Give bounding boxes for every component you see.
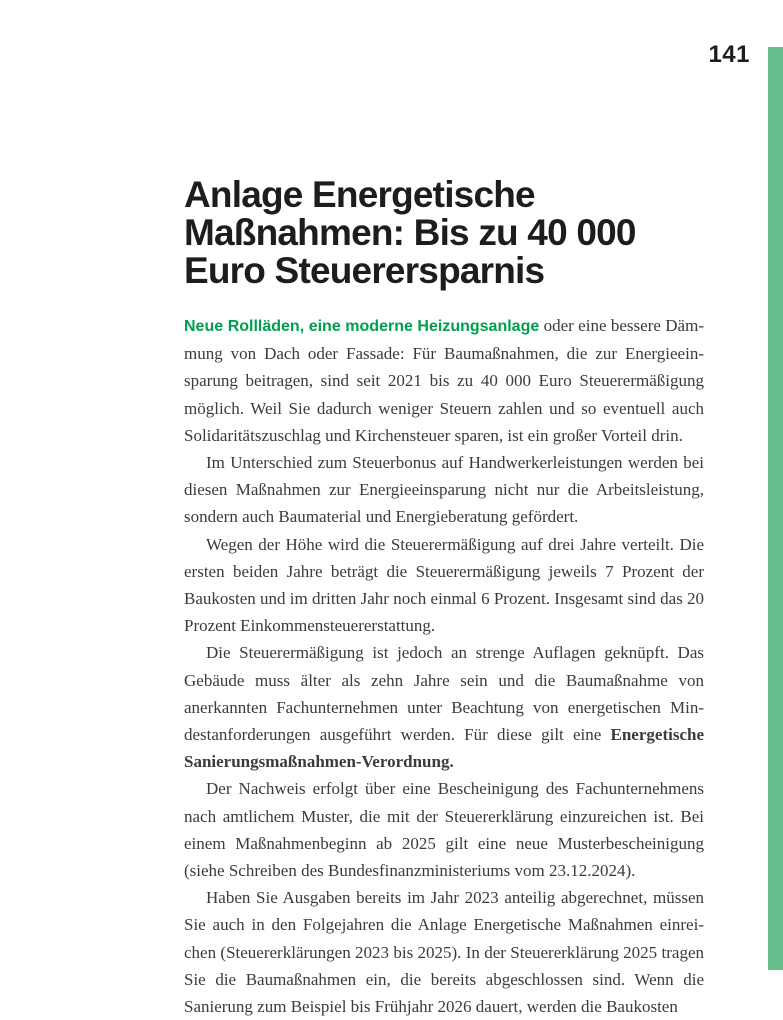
paragraph-text: Haben Sie Ausgaben bereits im Jahr 2023 anteilig abgerechnet, müssen Sie auch in den Folgejahren die Anlage Energetische Maßnahmen einreichen (Steuererklärungen 2023 bis 2025). In der Steuererklärung 2025 tragen Sie die Baumaßnahmen ein, die bereits abgeschlossen sind. Wenn die Sanierung zum Beispiel bis Frühjahr 2026 dauert, werden die Baukosten <box>184 888 704 1017</box>
paragraph <box>184 884 704 1020</box>
page-content <box>184 176 704 1020</box>
paragraph-text: Wegen der Höhe wird die Steuerermäßigung auf drei Jahre verteilt. Die ersten beiden Jahre beträgt die Steuerermäßigung jeweils 7 Prozent der Baukosten und im dritten Jahr noch einmal 6 Prozent. Insgesamt sind das 20 Prozent Einkommensteuererstattung. <box>184 534 704 636</box>
paragraph-text: Die Steuerermäßigung ist jedoch an strenge Auflagen geknüpft. Das Gebäude muss älter als zehn Jahre sein und die Baumaßnahme von anerkannten Fachunternehmen unter Beachtung von energetischen Mindestanforderungen ausgeführt werden. Für diese gilt eine <box>184 643 704 745</box>
paragraph-text: oder eine bessere Dämmung von Dach oder Fassade: Für Baumaßnahmen, die zur Energieeinsparung beitragen, sind seit 2021 bis zu 40 000 Euro Steuerermäßigung möglich. Weil Sie dadurch weniger Steuern zahlen und so eventuell auch Solidaritätszuschlag und Kirchensteuer sparen, ist ein großer Vorteil drin. <box>184 316 704 445</box>
paragraph-lead-text: Neue Rollläden, eine moderne Heizungsanlage <box>184 318 540 335</box>
page-title-line: Euro Steuerersparnis <box>184 250 545 291</box>
paragraph-text: Im Unterschied zum Steuerbonus auf Handwerkerleistungen werden bei diesen Maßnahmen zur Energieeinsparung nicht nur die Arbeitsleistung, sondern auch Baumaterial und Energieberatung gefördert. <box>184 453 704 527</box>
paragraph-text: Energetische Sanierungsmaßnahmen-Verordnung. <box>184 725 704 772</box>
paragraph <box>184 312 704 449</box>
article-body <box>184 312 704 1020</box>
paragraph <box>184 449 704 531</box>
paragraph <box>184 775 704 884</box>
paragraph <box>184 639 704 775</box>
page-title-line: Anlage Energetische <box>184 174 535 215</box>
paragraph <box>184 531 704 640</box>
page-title <box>184 176 704 290</box>
page-title-line: Maßnahmen: Bis zu 40 000 <box>184 212 636 253</box>
accent-bar <box>768 47 783 970</box>
page-number: 141 <box>708 41 750 68</box>
paragraph-text: Der Nachweis erfolgt über eine Bescheinigung des Fachunternehmens nach amtlichem Muster, die mit der Steuererklärung einzureichen ist. Bei einem Maßnahmenbeginn ab 2025 gilt eine neue Musterbescheinigung (siehe Schreiben des Bundesfinanzministeriums vom 23.12.2024). <box>184 779 704 881</box>
